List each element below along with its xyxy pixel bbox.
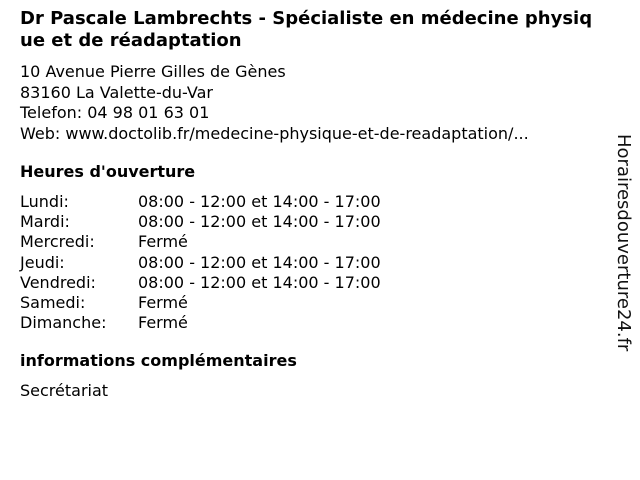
day-label: Vendredi: bbox=[20, 272, 96, 292]
hours-row-wednesday bbox=[20, 232, 600, 252]
address-block bbox=[20, 62, 600, 144]
time-value: 08:00 - 12:00 et 14:00 - 17:00 bbox=[138, 212, 381, 232]
time-value: 08:00 - 12:00 et 14:00 - 17:00 bbox=[138, 272, 381, 292]
phone-number: Telefon: 04 98 01 63 01 bbox=[20, 103, 210, 122]
hours-row-friday bbox=[20, 273, 600, 293]
hours-row-tuesday bbox=[20, 212, 600, 232]
time-value: Fermé bbox=[138, 232, 188, 252]
hours-heading: Heures d'ouverture bbox=[20, 162, 196, 181]
day-label: Mercredi: bbox=[20, 232, 95, 252]
time-value: 08:00 - 12:00 et 14:00 - 17:00 bbox=[138, 252, 381, 272]
hours-row-sunday bbox=[20, 313, 600, 333]
day-label: Jeudi: bbox=[20, 252, 65, 272]
city-address: 83160 La Valette-du-Var bbox=[20, 82, 213, 102]
day-label: Samedi: bbox=[20, 293, 86, 313]
extra-info-text: Secrétariat bbox=[20, 381, 109, 401]
hours-row-saturday bbox=[20, 293, 600, 313]
day-label: Lundi: bbox=[20, 192, 69, 211]
website-link[interactable]: Web: www.doctolib.fr/medecine-physique-et-de-readaptation/... bbox=[20, 123, 529, 143]
watermark-text: Horairesdouverture24.fr bbox=[613, 134, 634, 352]
hours-row-thursday bbox=[20, 253, 600, 273]
business-card bbox=[20, 8, 600, 401]
street-address: 10 Avenue Pierre Gilles de Gènes bbox=[20, 62, 286, 81]
day-label: Mardi: bbox=[20, 212, 70, 232]
day-label: Dimanche: bbox=[20, 313, 107, 333]
hours-table bbox=[20, 192, 600, 333]
time-value: Fermé bbox=[138, 313, 188, 333]
time-value: Fermé bbox=[138, 293, 188, 313]
time-value: 08:00 - 12:00 et 14:00 - 17:00 bbox=[138, 192, 381, 211]
page-title: Dr Pascale Lambrechts - Spécialiste en médecine physique et de réadaptation bbox=[20, 8, 593, 51]
hours-row-monday bbox=[20, 192, 600, 212]
extra-info-heading: informations complémentaires bbox=[20, 351, 297, 371]
